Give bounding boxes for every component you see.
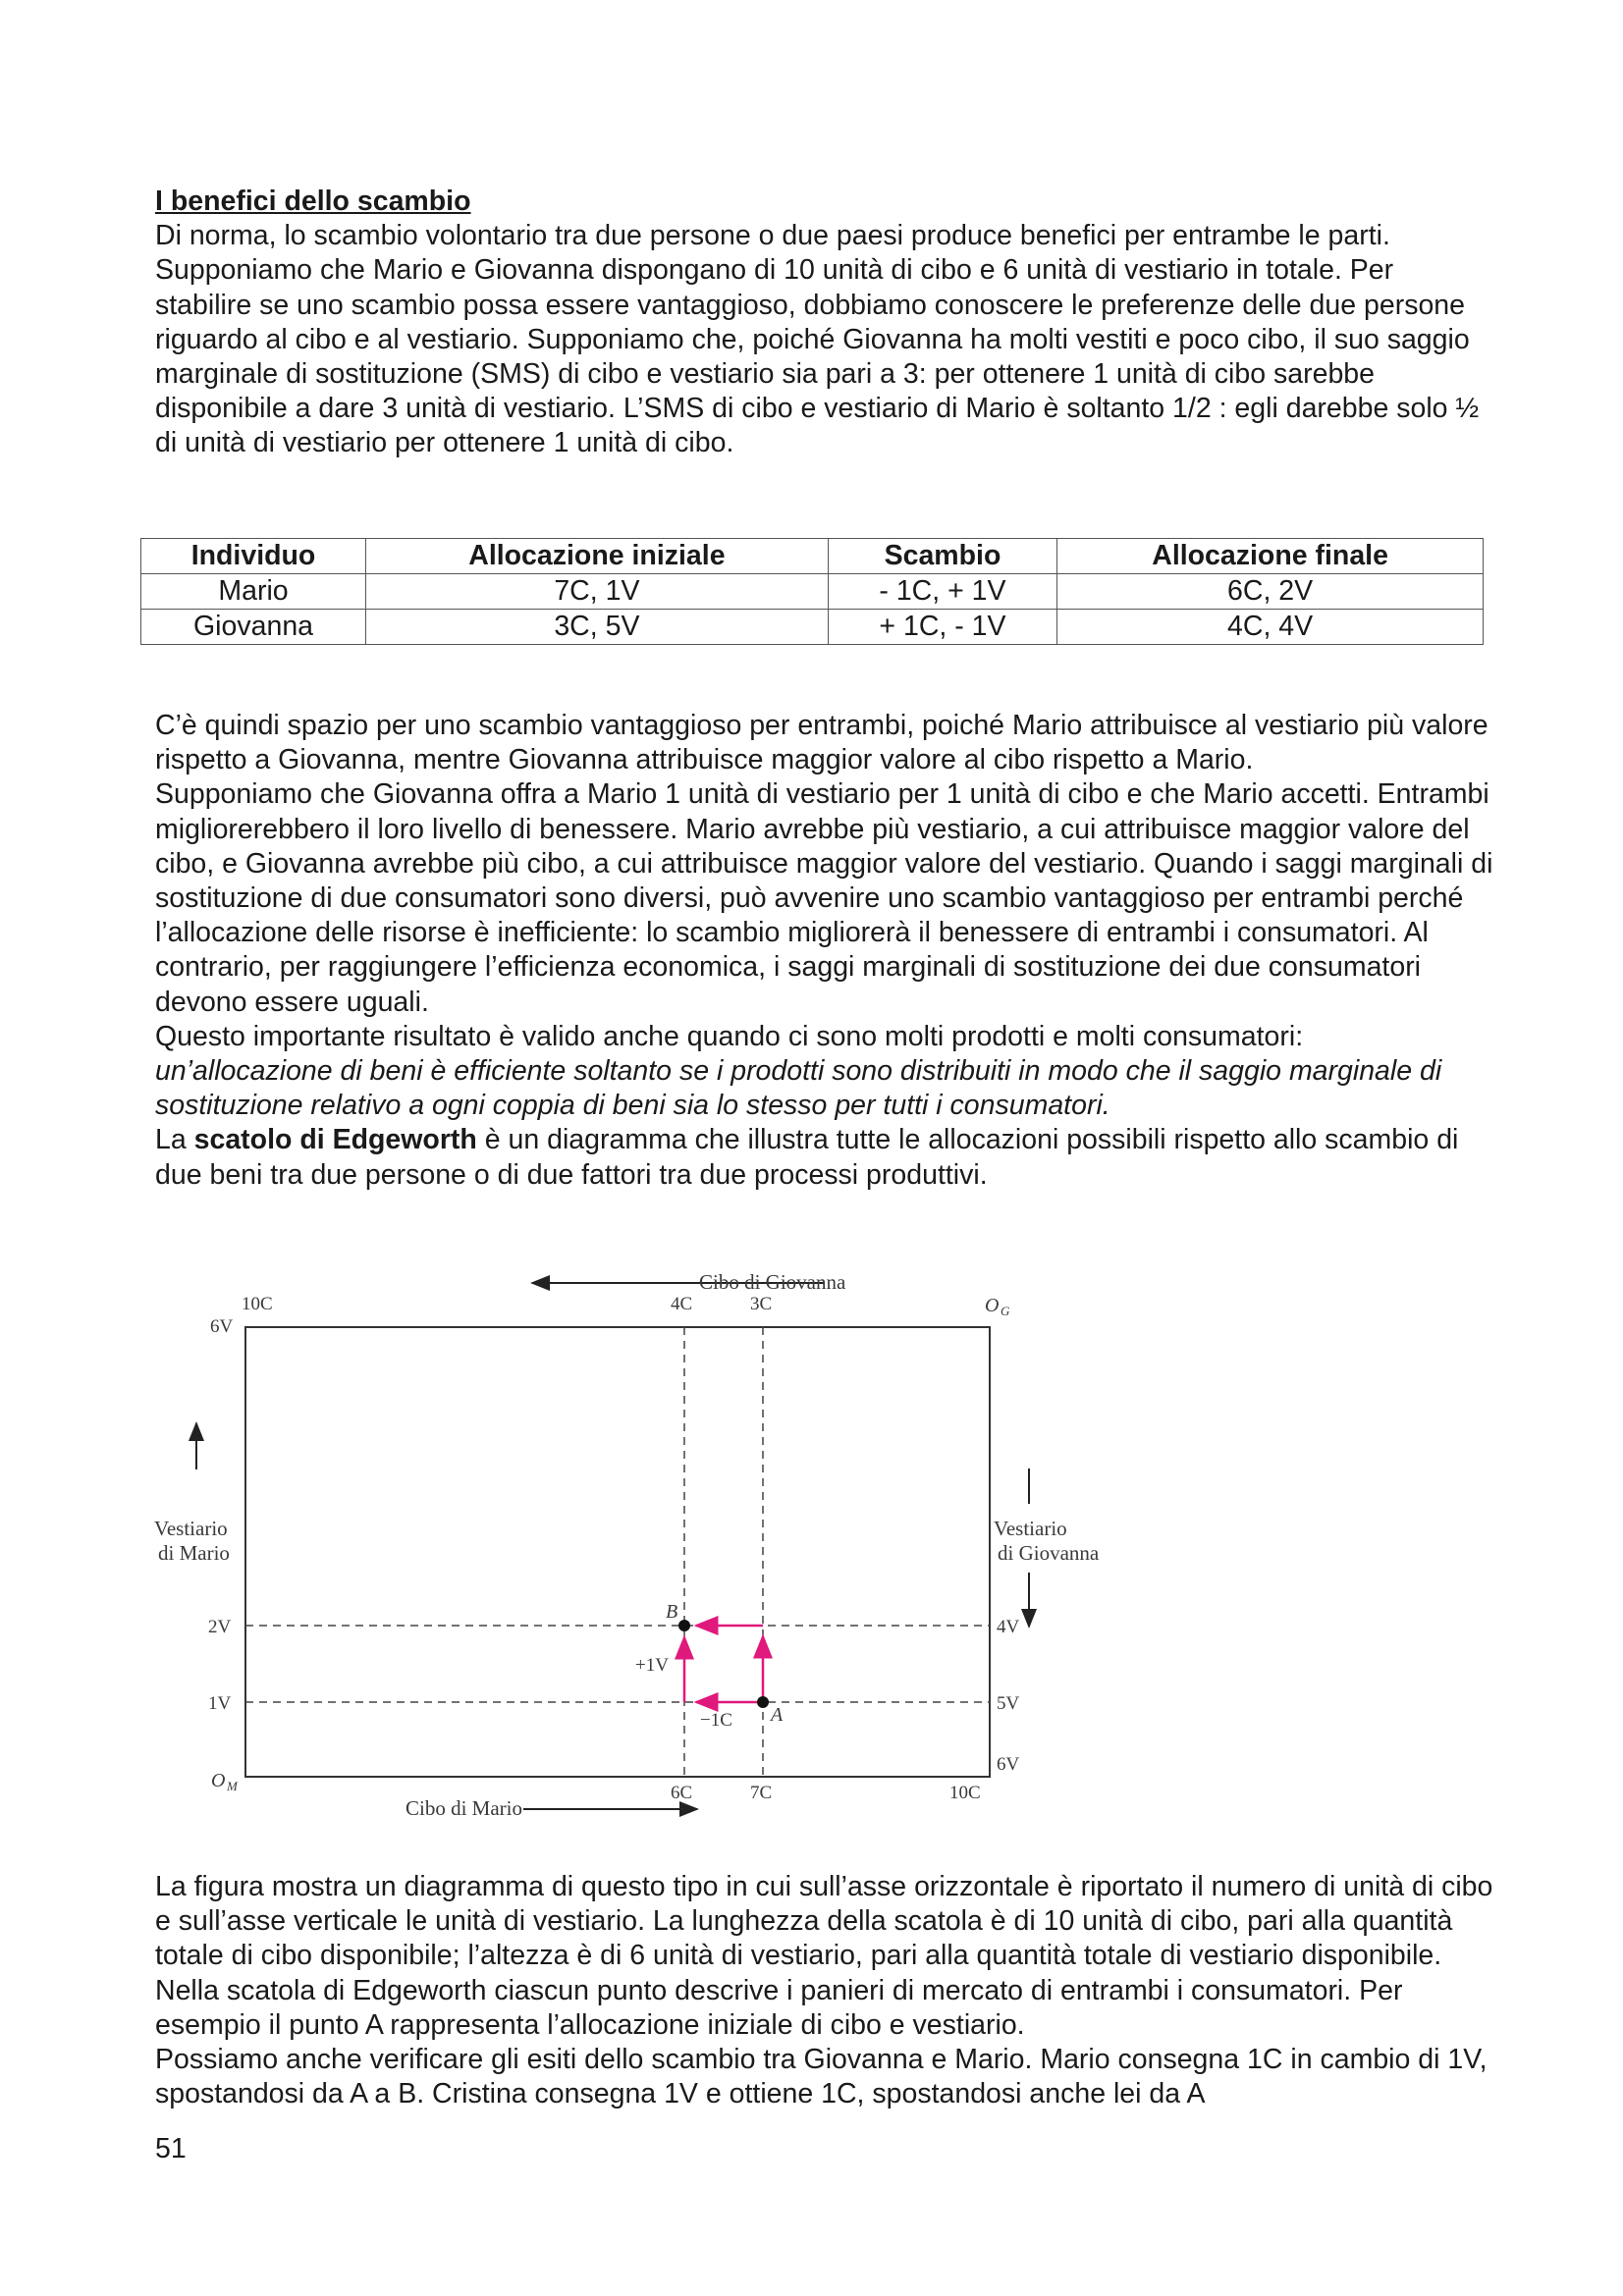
table-cell: Mario	[141, 574, 366, 610]
label-5v: 5V	[997, 1693, 1020, 1714]
edgeworth-term: scatolo di Edgeworth	[193, 1124, 477, 1156]
intro-paragraph-2: Supponiamo che Mario e Giovanna dispongano di 10 unità di cibo e 6 unità di vestiario in totale. Per stabilire se uno scambio possa essere vantaggioso, dobbiamo conoscere le preferenze delle due persone riguardo al cibo e al vestiario. Supponiamo che, poiché Giovanna ha molti vestiti e poco cibo, il suo saggio marginale di sostituzione (SMS) di cibo e vestiario sia pari a 3: per ottenere 1 unità di cibo sarebbe disponibile a dare 3 unità di vestiario. L’SMS di cibo e vestiario di Mario è soltanto 1/2 : egli darebbe solo ½ di unità di vestiario per ottenere 1 unità di cibo.	[155, 254, 1480, 459]
label-plus-1v: +1V	[635, 1655, 669, 1676]
body-paragraph-4	[155, 1123, 1510, 1192]
table-header: Individuo	[141, 539, 366, 574]
table-cell: 3C, 5V	[366, 610, 829, 645]
label-origin-g: O	[985, 1295, 1000, 1316]
allocation-table	[140, 538, 1484, 645]
body-paragraph-4-post: è un diagramma che illustra tutte le allocazioni possibili rispetto allo scambio di due beni tra due persone o di due fattori tra due processi produttivi.	[155, 1124, 1459, 1191]
table-cell: - 1C, + 1V	[828, 574, 1056, 610]
table-cell: 7C, 1V	[366, 574, 829, 610]
intro-paragraph-1: Di norma, lo scambio volontario tra due persone o due paesi produce benefici per entrambe le parti.	[155, 220, 1390, 252]
top-axis-label: Cibo di Giovanna	[699, 1270, 846, 1294]
left-axis-label-1: Vestiario	[154, 1517, 228, 1540]
label-6v-top: 6V	[210, 1316, 234, 1337]
label-6c: 6C	[671, 1783, 693, 1803]
label-4v: 4V	[997, 1617, 1020, 1637]
edgeworth-box-figure	[147, 1258, 1119, 1828]
table-row	[141, 610, 1484, 645]
label-6v-right: 6V	[997, 1754, 1020, 1775]
section-heading: I benefici dello scambio	[155, 186, 471, 217]
label-origin-m-sub: M	[227, 1779, 238, 1793]
after-paragraph-1: La figura mostra un diagramma di questo tipo in cui sull’asse orizzontale è riportato il numero di unità di cibo e sull’asse verticale le unità di vestiario. La lunghezza della scatola è di 10 unità di cibo, pari alla quantità totale di cibo disponibile; l’altezza è di 6 unità di vestiario, pari alla quantità totale di vestiario disponibile.	[155, 1871, 1493, 1972]
label-point-a: A	[771, 1704, 784, 1726]
box-frame	[245, 1327, 990, 1777]
table-header: Scambio	[828, 539, 1056, 574]
label-1v: 1V	[208, 1693, 232, 1714]
label-2v: 2V	[208, 1617, 232, 1637]
table-cell: + 1C, - 1V	[828, 610, 1056, 645]
table-cell: 6C, 2V	[1057, 574, 1484, 610]
body-paragraph-3-italic: un’allocazione di beni è efficiente soltanto se i prodotti sono distribuiti in modo che il saggio marginale di sostituzione relativo a ogni coppia di beni sia lo stesso per tutti i consumatori.	[155, 1055, 1442, 1122]
intro-section	[155, 185, 1490, 461]
table-header: Allocazione iniziale	[366, 539, 829, 574]
label-3c: 3C	[750, 1294, 773, 1314]
body-paragraph-4-pre: La	[155, 1124, 194, 1156]
right-axis-label-2: di Giovanna	[998, 1541, 1100, 1565]
label-origin-g-sub: G	[1001, 1304, 1010, 1318]
after-figure-section	[155, 1870, 1510, 2111]
after-paragraph-2: Nella scatola di Edgeworth ciascun punto descrive i panieri di mercato di entrambi i consumatori. Per esempio il punto A rappresenta l’allocazione iniziale di cibo e vestiario.	[155, 1974, 1403, 2041]
body-paragraph-1: C’è quindi spazio per uno scambio vantaggioso per entrambi, poiché Mario attribuisce al vestiario più valore rispetto a Giovanna, mentre Giovanna attribuisce maggior valore al cibo rispetto a Mario.	[155, 710, 1488, 776]
point-b	[678, 1620, 690, 1631]
table-cell: Giovanna	[141, 610, 366, 645]
label-7c: 7C	[750, 1783, 773, 1803]
after-paragraph-3: Possiamo anche verificare gli esiti dello scambio tra Giovanna e Mario. Mario consegna 1C in cambio di 1V, spostandosi da A a B. Cristina consegna 1V e ottiene 1C, spostandosi anche lei da A	[155, 2044, 1488, 2110]
left-axis-label-2: di Mario	[158, 1541, 230, 1565]
bottom-axis-label: Cibo di Mario	[406, 1796, 522, 1820]
point-a	[757, 1696, 769, 1708]
page-number: 51	[155, 2133, 187, 2164]
label-10c-top: 10C	[242, 1294, 273, 1314]
right-axis-label-1: Vestiario	[994, 1517, 1067, 1540]
table-cell: 4C, 4V	[1057, 610, 1484, 645]
body-paragraph-2: Supponiamo che Giovanna offra a Mario 1 unità di vestiario per 1 unità di cibo e che Mario accetti. Entrambi migliorerebbero il loro livello di benessere. Mario avrebbe più vestiario, a cui attribuisce maggior valore del cibo, e Giovanna avrebbe più cibo, a cui attribuisce maggior valore del vestiario. Quando i saggi marginali di sostituzione di due consumatori sono diversi, può avvenire uno scambio vantaggioso per entrambi perché l’allocazione delle risorse è inefficiente: lo scambio migliorerà il benessere di entrambi i consumatori. Al contrario, per raggiungere l’efficienza economica, i saggi marginali di sostituzione dei due consumatori devono essere uguali.	[155, 778, 1493, 1018]
label-4c: 4C	[671, 1294, 693, 1314]
table-header: Allocazione finale	[1057, 539, 1484, 574]
label-origin-m: O	[211, 1770, 226, 1791]
table-row	[141, 574, 1484, 610]
label-10c-bottom: 10C	[949, 1783, 981, 1803]
body-paragraph-3: Questo importante risultato è valido anche quando ci sono molti prodotti e molti consumatori:	[155, 1020, 1304, 1052]
body-section	[155, 709, 1510, 1193]
label-point-b: B	[666, 1601, 678, 1623]
label-minus-1c: −1C	[700, 1710, 732, 1731]
table-header-row	[141, 539, 1484, 574]
